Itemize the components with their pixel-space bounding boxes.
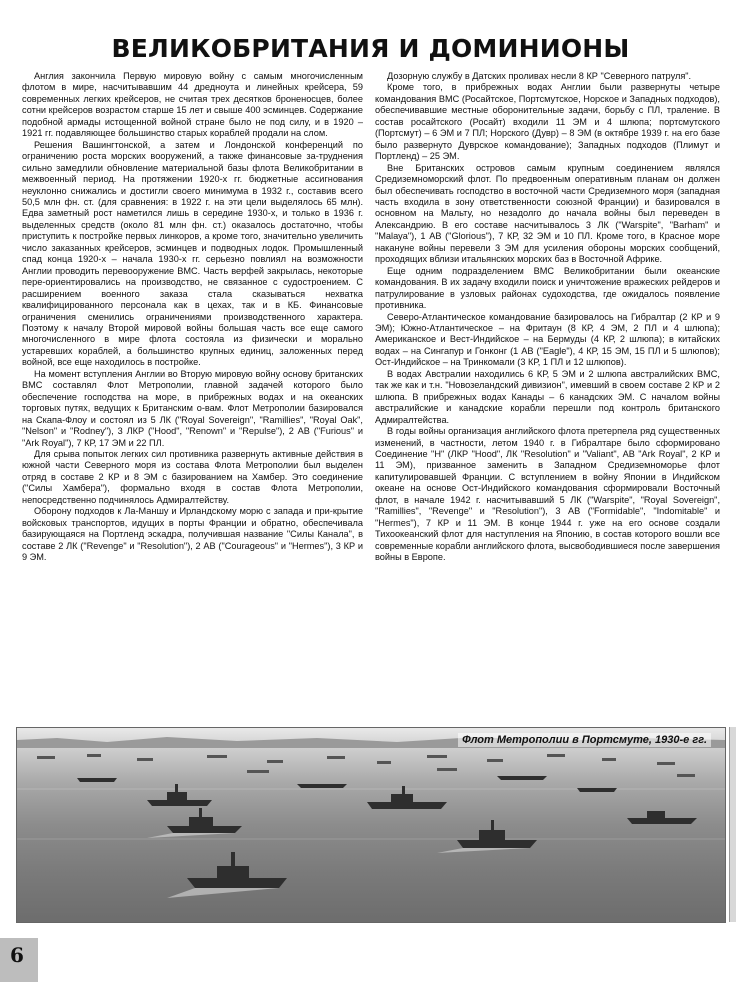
paragraph: Еще одним подразделением ВМС Великобритании были океанские командования. В их задачу входили поиск и уничтожение вражеских рейдеров и патрулирование в узловых районах судоходства, где ожидалось появление противника. [375,265,720,311]
paragraph: Вне Британских островов самым крупным соединением являлся Средиземноморский флот. По предвоенным оперативным планам он должен был обеспечивать господство в восточной части Средиземного моря (западная часть входила в зону ответственности союзной Франции) и базировался в основном на Мальту, но незадолго до начала войны был переведен в Александрию. В его составе насчитывалось 3 ЛК ("Warspite", "Barham" и "Malaya"), 1 АВ ("Glorious"), 7 КР, 32 ЭМ и 10 ПЛ. Кроме того, в Красное море накануне войны перевели 3 ЭМ для усиления обороны морских сообщений, проходящих вблизи итальянских морских баз в Восточной Африке. [375,162,720,265]
paragraph: Кроме того, в прибрежных водах Англии были развернуты четыре командования ВМС (Росайтское, Портсмутское, Норское и Западных подходов), обеспечивавшие местные оборонительные задачи, борьбу с ПЛ, траление. В состав росайтского (Росайт) входили 11 ЭМ и 4 шлюпа; портсмутского (Портсмут) – 6 ЭМ и 7 ПЛ; Норского (Дувр) – 8 ЭМ (в октябре 1939 г. на его базе было развернуто Дуврское командование); Западных подходов (Плимут и Портленд) – 25 ЭМ. [375,82,720,162]
edge-strip [729,727,736,922]
left-column [22,71,363,563]
paragraph: Решения Вашингтонской, а затем и Лондонской конференций по ограничению роста морских вооружений, а также финансовые за-труднения сильно замедлили обновление материальной базы флота Великобритании в межвоенный период. На протяжении 1920-х гг. бюджетные ассигнования неуклонно снижались и достигли своего минимума в 1932 г., составив всего 50,5 млн фн. ст. (для сравнения: в 1922 г. на эти цели выделялось 65 млн). Едва заметный рост наметился лишь в середине 1930-х, и только в 1936 г. выделенных средств (около 81 млн фн. ст.) оказалось достаточно, чтобы приступить к постройке первых линкоров, а кроме того, значительно увеличить число заказанных крейсеров, эсминцев и подводных лодок. Промышленный спад конца 1920-х – начала 1930-х гг. серьезно повлиял на возможности Англии проводить перевооружение ВМС. Часть верфей закрылась, некоторые пере-ориентировались на производство, не связанное с судостроением. С расширением военного заказа стала сказываться нехватка квалифицированного персонала как в цехах, так и в КБ. Финансовые ограничения сменились ограничениями производственного характера. Поэтому к началу Второй мировой войны большая часть все еще самого многочисленного в мире флота состояла из физически и морально устаревших кораблей, а большинство крупных единиц, заложенных перед войной, все еще находилось в постройке. [22,139,363,368]
paragraph: На момент вступления Англии во Вторую мировую войну основу британских ВМС составлял Флот Метрополии, главной задачей которого было обеспечение господства на море, в прибрежных водах и на океанских торговых путях, ведущих к Британским о-вам. Флот Метрополии базировался на Скапа-Флоу и состоял из 5 ЛК ("Royal Sovereign", "Ramillies", "Royal Oak", "Nelson" и "Rodney"), 3 ЛКР ("Hood", "Renown" и "Repulse"), 2 АВ ("Furious" и "Ark Royal"), 7 КР, 17 ЭМ и 22 ПЛ. [22,368,363,448]
paragraph: В годы войны организация английского флота претерпела ряд существенных изменений, в частности, летом 1940 г. в Гибралтаре было сформировано Соединение "Н" (ЛКР "Hood", ЛК "Resolution" и "Valiant", АВ "Ark Royal", 2 КР и 11 ЭМ), призванное заменить в Западном Средиземноморье флот капитулировавшей Франции. С вступлением в войну Японии в Индийском океане на основе Ост-Индийского командования сформировали Восточный флот, в начале 1942 г. насчитывавший 5 ЛК ("Warspite", "Royal Sovereign", "Ramillies", "Revenge" и "Resolution"), 3 АВ ("Formidable", "Indomitable" и "Hermes"), 7 КР и 11 ЭМ. В конце 1944 г. уже на его основе создали Тихоокеанский флот для наступления на Японию, в состав которого вошли все современные корабли английского флота, высвободившиеся после завершения войны в Европе. [375,426,720,563]
fleet-photo [16,727,726,923]
photo-caption: Флот Метрополии в Портсмуте, 1930-е гг. [458,733,711,747]
paragraph: Северо-Атлантическое командование базировалось на Гибралтар (2 КР и 9 ЭМ); Южно-Атлантическое – на Фритаун (8 КР, 4 ЭМ, 2 ПЛ и 4 шлюпа); Американское и Вест-Индийское – на Бермуды (4 КР, 2 шлюпа); в китайских водах – на Сингапур и Гонконг (1 АВ ("Eagle"), 4 КР, 15 ЭМ, 15 ПЛ и 5 шлюпов); Ост-Индийское – на Тринкомали (3 КР, 1 ПЛ и 12 шлюпов). [375,311,720,368]
paragraph: Дозорную службу в Датских проливах несли 8 КР "Северного патруля". [387,71,692,81]
fleet-photo-illustration [17,728,725,922]
right-column [375,71,720,563]
page-title: ВЕЛИКОБРИТАНИЯ И ДОМИНИОНЫ [111,34,630,63]
paragraph: В водах Австралии находились 6 КР, 5 ЭМ и 2 шлюпа австралийских ВМС, так же как и т.н. "Новозеландский дивизион", имевший в своем составе 2 КР и 2 шлюпа. В прибрежных водах Канады – 6 канадских ЭМ. С началом войны австралийские и канадские корабли перешли под контроль британского Адмиралтейства. [375,368,720,425]
paragraph: Оборону подходов к Ла-Маншу и Ирландскому морю с запада и при-крытие войсковых транспортов, идущих в порты Франции и обратно, обеспечивала базирующаяся на Портленд эскадра, получившая название "Силы Канала", в составе 2 ЛК ("Revenge" и "Resolution"), 2 АВ ("Courageous" и "Hermes"), 3 КР и 9 ЭМ. [22,506,363,563]
paragraph: Англия закончила Первую мировую войну с самым многочисленным флотом в мире, насчитывавшим 44 дредноута и линейных крейсера, 59 современных легких крейсеров, не считая трех десятков броненосцев, более сотни крейсеров возрастом старше 15 лет и свыше 400 эсминцев. Содержание подобной армады истощенной войной стране было не под силу, и в 1920 – 1921 гг. подавляющее большинство старых кораблей продали на слом. [22,71,363,139]
page-number: 6 [10,943,24,967]
paragraph: Для срыва попыток легких сил противника развернуть активные действия в южной части Северного моря из состава Флота Метрополии был выделен отряд в составе 2 КР и 8 ЭМ с базированием на Хамбер. Это соединение ("Силы Хамбера"), формально входя в состав Флота Метрополии, непосредственно подчинялось Адмиралтейству. [22,448,363,505]
